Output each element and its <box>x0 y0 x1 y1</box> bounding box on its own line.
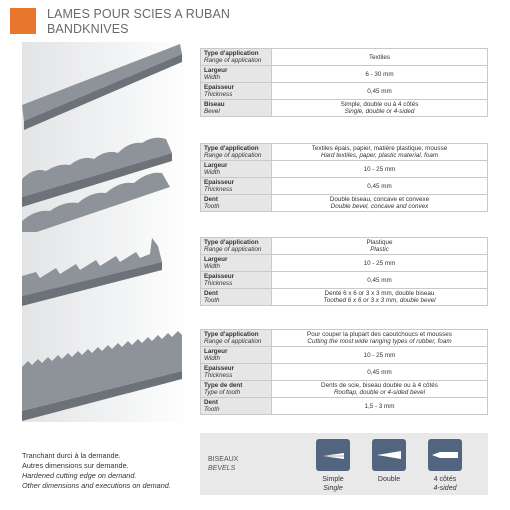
row-label-en: Bevel <box>204 108 220 115</box>
row-label: Epaisseur <box>204 273 235 280</box>
row-label: Dent <box>204 196 218 203</box>
table-row <box>201 398 488 415</box>
row-label: Type de dent <box>204 382 243 389</box>
title-en: BANDKNIVES <box>47 22 129 36</box>
row-label: Epaisseur <box>204 179 235 186</box>
note-fr-2: Autres dimensions sur demande. <box>22 461 129 470</box>
row-label-en: Thickness <box>204 186 233 193</box>
row-value: 10 - 25 mm <box>363 351 396 359</box>
spec-table-3 <box>200 237 488 306</box>
row-label: Epaisseur <box>204 365 235 372</box>
row-value: 0,45 mm <box>367 276 392 284</box>
row-label: Type d'application <box>204 145 259 152</box>
row-label: Largeur <box>204 162 228 169</box>
row-value: Double biseau, concave et convexe <box>329 196 430 203</box>
row-label-en: Thickness <box>204 91 233 98</box>
serrated-blade-image <box>22 327 192 422</box>
row-value: Denté 6 x 6 or 3 x 3 mm, double biseau <box>324 290 435 297</box>
row-label-en: Type of tooth <box>204 389 241 396</box>
table-row <box>201 66 488 83</box>
row-label-en: Tooth <box>204 297 220 304</box>
table-row <box>201 100 488 117</box>
spec-table-4 <box>200 329 488 415</box>
row-label-en: Thickness <box>204 280 233 287</box>
table-row <box>201 347 488 364</box>
row-label-en: Width <box>204 74 221 81</box>
table-row <box>201 364 488 381</box>
bevels-title-fr: BISEAUX <box>208 456 239 463</box>
table-row <box>201 238 488 255</box>
row-value-en: Single, double or 4-sided <box>344 108 415 115</box>
row-label-en: Tooth <box>204 203 220 210</box>
row-value-en: Hard textiles, paper, plastic material, foam <box>320 152 439 159</box>
toothed-blade-image <box>22 232 192 327</box>
note-en-2: Other dimensions and executions on demand. <box>22 481 171 490</box>
four-sided-bevel-icon <box>428 439 462 471</box>
note-fr-1: Tranchant durci à la demande. <box>22 451 121 460</box>
bevel-label-single: Simple Single <box>322 476 344 492</box>
row-value: 0,45 mm <box>367 182 392 190</box>
row-value-en: Toothed 6 x 6 or 3 x 3 mm, double bevel <box>323 297 436 304</box>
table-row <box>201 381 488 398</box>
spec-table-2 <box>200 143 488 212</box>
table-row <box>201 195 488 212</box>
page-title <box>47 7 230 37</box>
row-label-en: Thickness <box>204 372 233 379</box>
table-row <box>201 83 488 100</box>
row-label-en: Width <box>204 263 221 270</box>
row-label-en: Range of application <box>204 338 262 345</box>
table-row <box>201 289 488 306</box>
straight-blade-image <box>22 42 192 137</box>
bevels-title-en: BEVELS <box>208 465 236 472</box>
row-label: Type d'application <box>204 50 259 57</box>
row-value: 1,5 - 3 mm <box>364 402 395 410</box>
table-row <box>201 178 488 195</box>
row-label: Epaisseur <box>204 84 235 91</box>
table-row <box>201 161 488 178</box>
row-label: Dent <box>204 290 218 297</box>
row-value-en: Rooftap, double or 4-sided bevel <box>333 389 426 396</box>
single-bevel-icon <box>316 439 350 471</box>
table-row <box>201 330 488 347</box>
row-value-en: Cutting the most wide ranging types of rubber, foam <box>307 338 452 345</box>
spec-table-1 <box>200 48 488 117</box>
row-label: Largeur <box>204 67 228 74</box>
row-value: Textiles <box>369 53 390 61</box>
row-value: Textiles épais, papier, matière plastique, mousse <box>311 145 448 152</box>
note-en-1: Hardened cutting edge on demand. <box>22 471 137 480</box>
bevel-label-4-sided: 4 côtés 4-sided <box>433 476 457 492</box>
row-label: Biseau <box>204 101 225 108</box>
table-row <box>201 255 488 272</box>
row-value: 10 - 25 mm <box>363 165 396 173</box>
row-value: Dents de scie, biseau double ou à 4 côtés <box>321 382 438 389</box>
title-fr: LAMES POUR SCIES A RUBAN <box>47 7 231 21</box>
table-row <box>201 144 488 161</box>
row-value: 0,45 mm <box>367 87 392 95</box>
bevels-title <box>208 455 238 473</box>
table-row <box>201 49 488 66</box>
table-row <box>201 272 488 289</box>
double-bevel-icon <box>372 439 406 471</box>
row-value: 6 - 30 mm <box>365 70 394 78</box>
row-label-en: Range of application <box>204 246 262 253</box>
bevels-panel <box>200 433 488 495</box>
brand-square <box>10 8 36 34</box>
bevel-label-double: Double <box>377 476 401 483</box>
row-value-en: Plastic <box>370 246 389 253</box>
row-value: Plastique <box>366 239 393 246</box>
row-label: Largeur <box>204 256 228 263</box>
row-label-en: Range of application <box>204 152 262 159</box>
row-label: Type d'application <box>204 331 259 338</box>
notes <box>22 451 171 491</box>
wavy-blade-image <box>22 137 192 232</box>
row-value: Simple, double ou à 4 côtés <box>340 101 419 108</box>
row-label-en: Range of application <box>204 57 262 64</box>
row-value-en: Double bevel, concave and convex <box>330 203 429 210</box>
row-label: Dent <box>204 399 218 406</box>
row-value: Pour couper la plupart des caoutchoucs et mousses <box>307 331 452 338</box>
row-value: 0,45 mm <box>367 368 392 376</box>
row-label-en: Tooth <box>204 406 220 413</box>
row-value: 10 - 25 mm <box>363 259 396 267</box>
row-label-en: Width <box>204 355 221 362</box>
row-label-en: Width <box>204 169 221 176</box>
row-label: Largeur <box>204 348 228 355</box>
row-label: Type d'application <box>204 239 259 246</box>
